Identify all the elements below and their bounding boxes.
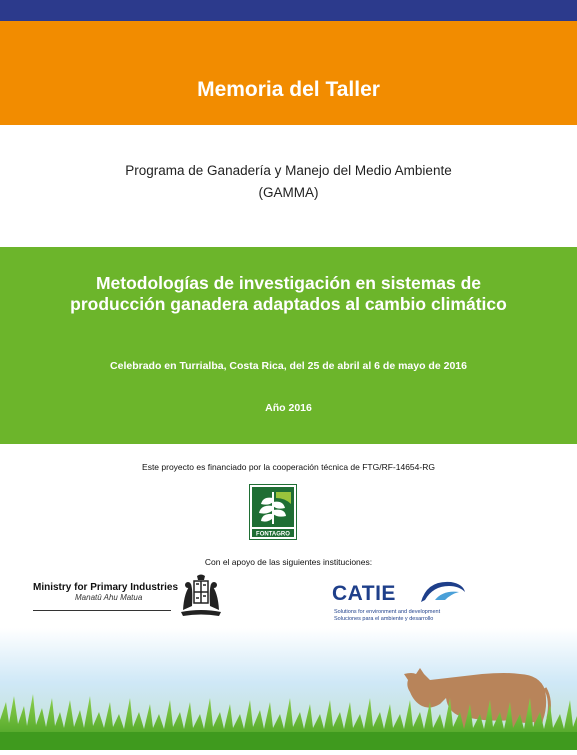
event-title: Metodologías de investigación en sistemas de producción ganadera adaptados al cambio climático — [70, 273, 507, 314]
nz-coat-of-arms-icon — [177, 574, 225, 618]
event-year: Año 2016 — [265, 402, 312, 414]
mpi-logo — [33, 582, 179, 616]
document-title: Memoria del Taller — [197, 78, 380, 101]
catie-tagline-en: Solutions for environment and development — [334, 609, 441, 615]
event-band — [0, 247, 577, 444]
top-color-bar — [0, 0, 577, 21]
event-dates: Celebrado en Turrialba, Costa Rica, del 25 de abril al 6 de mayo de 2016 — [110, 360, 467, 372]
fontagro-logo — [249, 484, 297, 540]
mpi-name: Ministry for Primary Industries — [33, 582, 179, 593]
funding-statement: Este proyecto es financiado por la cooperación técnica de FTG/RF-14654-RG — [142, 462, 435, 472]
catie-wordmark: CATIE — [332, 582, 396, 605]
program-line-1: Programa de Ganadería y Manejo del Medio Ambiente — [125, 163, 452, 178]
pasture-scene-image — [0, 628, 577, 750]
program-name — [0, 160, 577, 204]
header-band — [0, 21, 577, 125]
mpi-underline — [33, 610, 171, 611]
fontagro-label: FONTAGRO — [256, 531, 290, 538]
program-line-2: (GAMMA) — [258, 185, 319, 200]
catie-swoosh-icon — [415, 578, 469, 610]
catie-logo — [332, 578, 472, 628]
catie-tagline-es: Soluciones para el ambiente y desarrollo — [334, 616, 434, 622]
support-statement: Con el apoyo de las siguientes instituciones: — [204, 557, 373, 567]
mpi-maori-name: Manatū Ahu Matua — [75, 593, 143, 602]
